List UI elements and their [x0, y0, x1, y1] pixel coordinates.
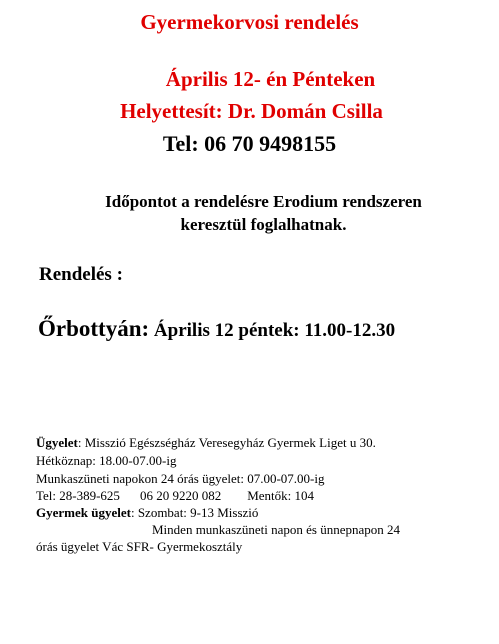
- duty-location-line: [36, 434, 376, 451]
- duty-label: Ügyelet: [36, 435, 78, 450]
- duty-ambulance: Mentők: 104: [247, 488, 314, 503]
- duty-tel: Tel: 28-389-625: [36, 488, 120, 503]
- schedule-place: Őrbottyán:: [38, 316, 150, 341]
- schedule-details: Április 12 péntek: 11.00-12.30: [149, 320, 396, 341]
- page-title: Gyermekorvosi rendelés: [140, 10, 359, 34]
- child-duty-line: [36, 504, 258, 521]
- substitute-doctor-line: Helyettesít: Dr. Domán Csilla: [120, 99, 383, 123]
- child-duty-text: : Szombat: 9-13 Misszió: [130, 505, 259, 520]
- duty-mobile: 06 20 9220 082: [139, 488, 222, 503]
- date-line: Április 12- én Pénteken: [165, 67, 376, 91]
- duty-contacts: [36, 487, 314, 504]
- duty-weekdays: Hétköznap: 18.00-07.00-ig: [36, 453, 177, 468]
- duty-holidays: Munkaszüneti napokon 24 órás ügyelet: 07.00-07.00-ig: [36, 471, 325, 486]
- holiday-duty-line-2: órás ügyelet Vác SFR- Gyermekosztály: [36, 539, 243, 554]
- booking-line-2: keresztül foglalhatnak.: [180, 215, 347, 234]
- schedule-heading: Rendelés :: [39, 264, 123, 285]
- booking-line-1: Időpontot a rendelésre Erodium rendszeren: [105, 192, 422, 211]
- phone-line: Tel: 06 70 9498155: [162, 131, 337, 156]
- schedule-line: [38, 316, 395, 342]
- duty-location: : Misszió Egészségház Veresegyház Gyermek Liget u 30.: [77, 435, 376, 450]
- child-duty-label: Gyermek ügyelet: [36, 505, 131, 520]
- holiday-duty-line-1: Minden munkaszüneti napon és ünnepnapon 24: [152, 522, 401, 537]
- booking-info: [0, 190, 499, 236]
